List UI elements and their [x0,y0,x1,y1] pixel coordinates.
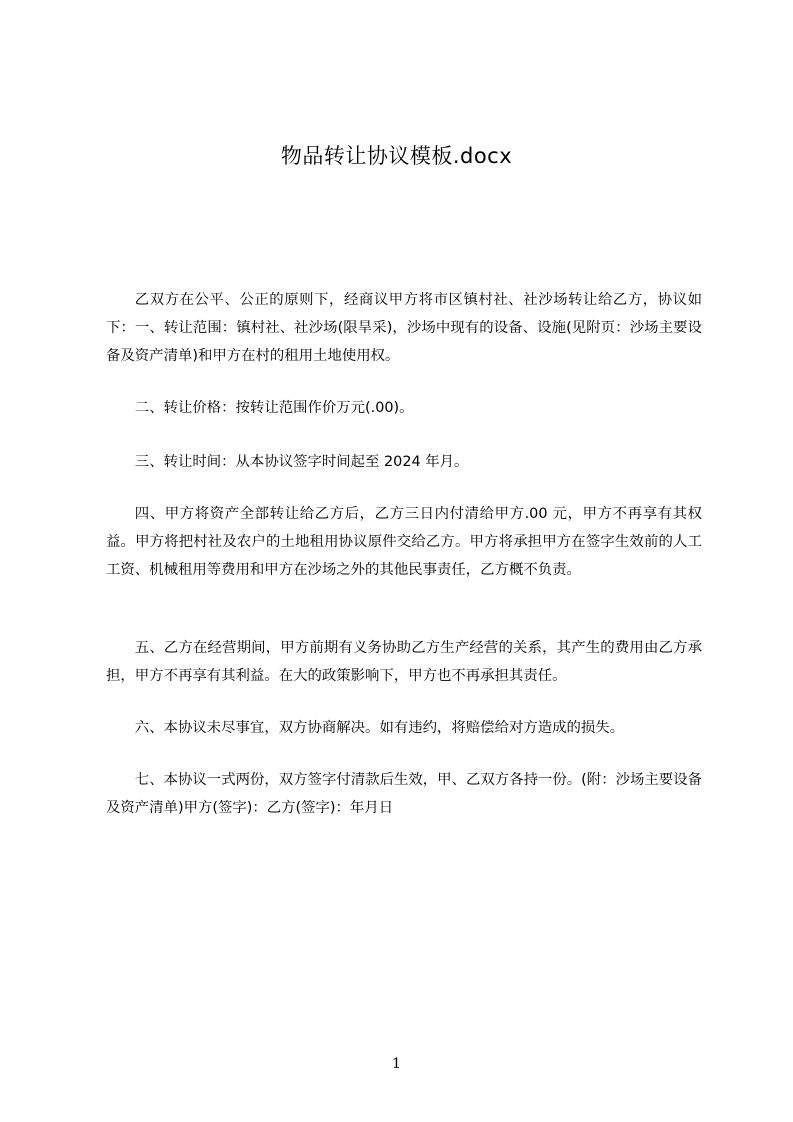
document-title: 物品转让协议模板.docx [280,144,513,168]
paragraph-payment: 四、甲方将资产全部转让给乙方后，乙方三日内付清给甲方.00 元，甲方不再享有其权益。甲方将把村社及农户的土地租用协议原件交给乙方。甲方将承担甲方在签字生效前的人工工资、机械租用等费用和甲方在沙场之外的其他民事责任，乙方概不负责。 [106,506,702,578]
paragraph-disputes: 六、本协议未尽事宜，双方协商解决。如有违约，将赔偿给对方造成的损失。 [134,720,625,736]
paragraph-intro-scope: 乙双方在公平、公正的原则下，经商议甲方将市区镇村社、社沙场转让给乙方，协议如下：一、转让范围：镇村社、社沙场(限旱采)，沙场中现有的设备、设施(见附页：沙场主要设备及资产清单)和甲方在村的租用土地使用权。 [106,292,702,364]
paragraph-price: 二、转让价格：按转让范围作价万元(.00)。 [134,400,414,416]
page-number: 1 [392,1056,401,1072]
paragraph-signatures: 七、本协议一式两份，双方签字付清款后生效，甲、乙双方各持一份。(附：沙场主要设备及资产清单)甲方(签字)：乙方(签字)：年月日 [106,772,702,816]
paragraph-operation: 五、乙方在经营期间，甲方前期有义务协助乙方生产经营的关系，其产生的费用由乙方承担，甲方不再享有其利益。在大的政策影响下，甲方也不再承担其责任。 [106,640,702,684]
paragraph-time: 三、转让时间：从本协议签字时间起至 2024 年月。 [134,454,469,470]
